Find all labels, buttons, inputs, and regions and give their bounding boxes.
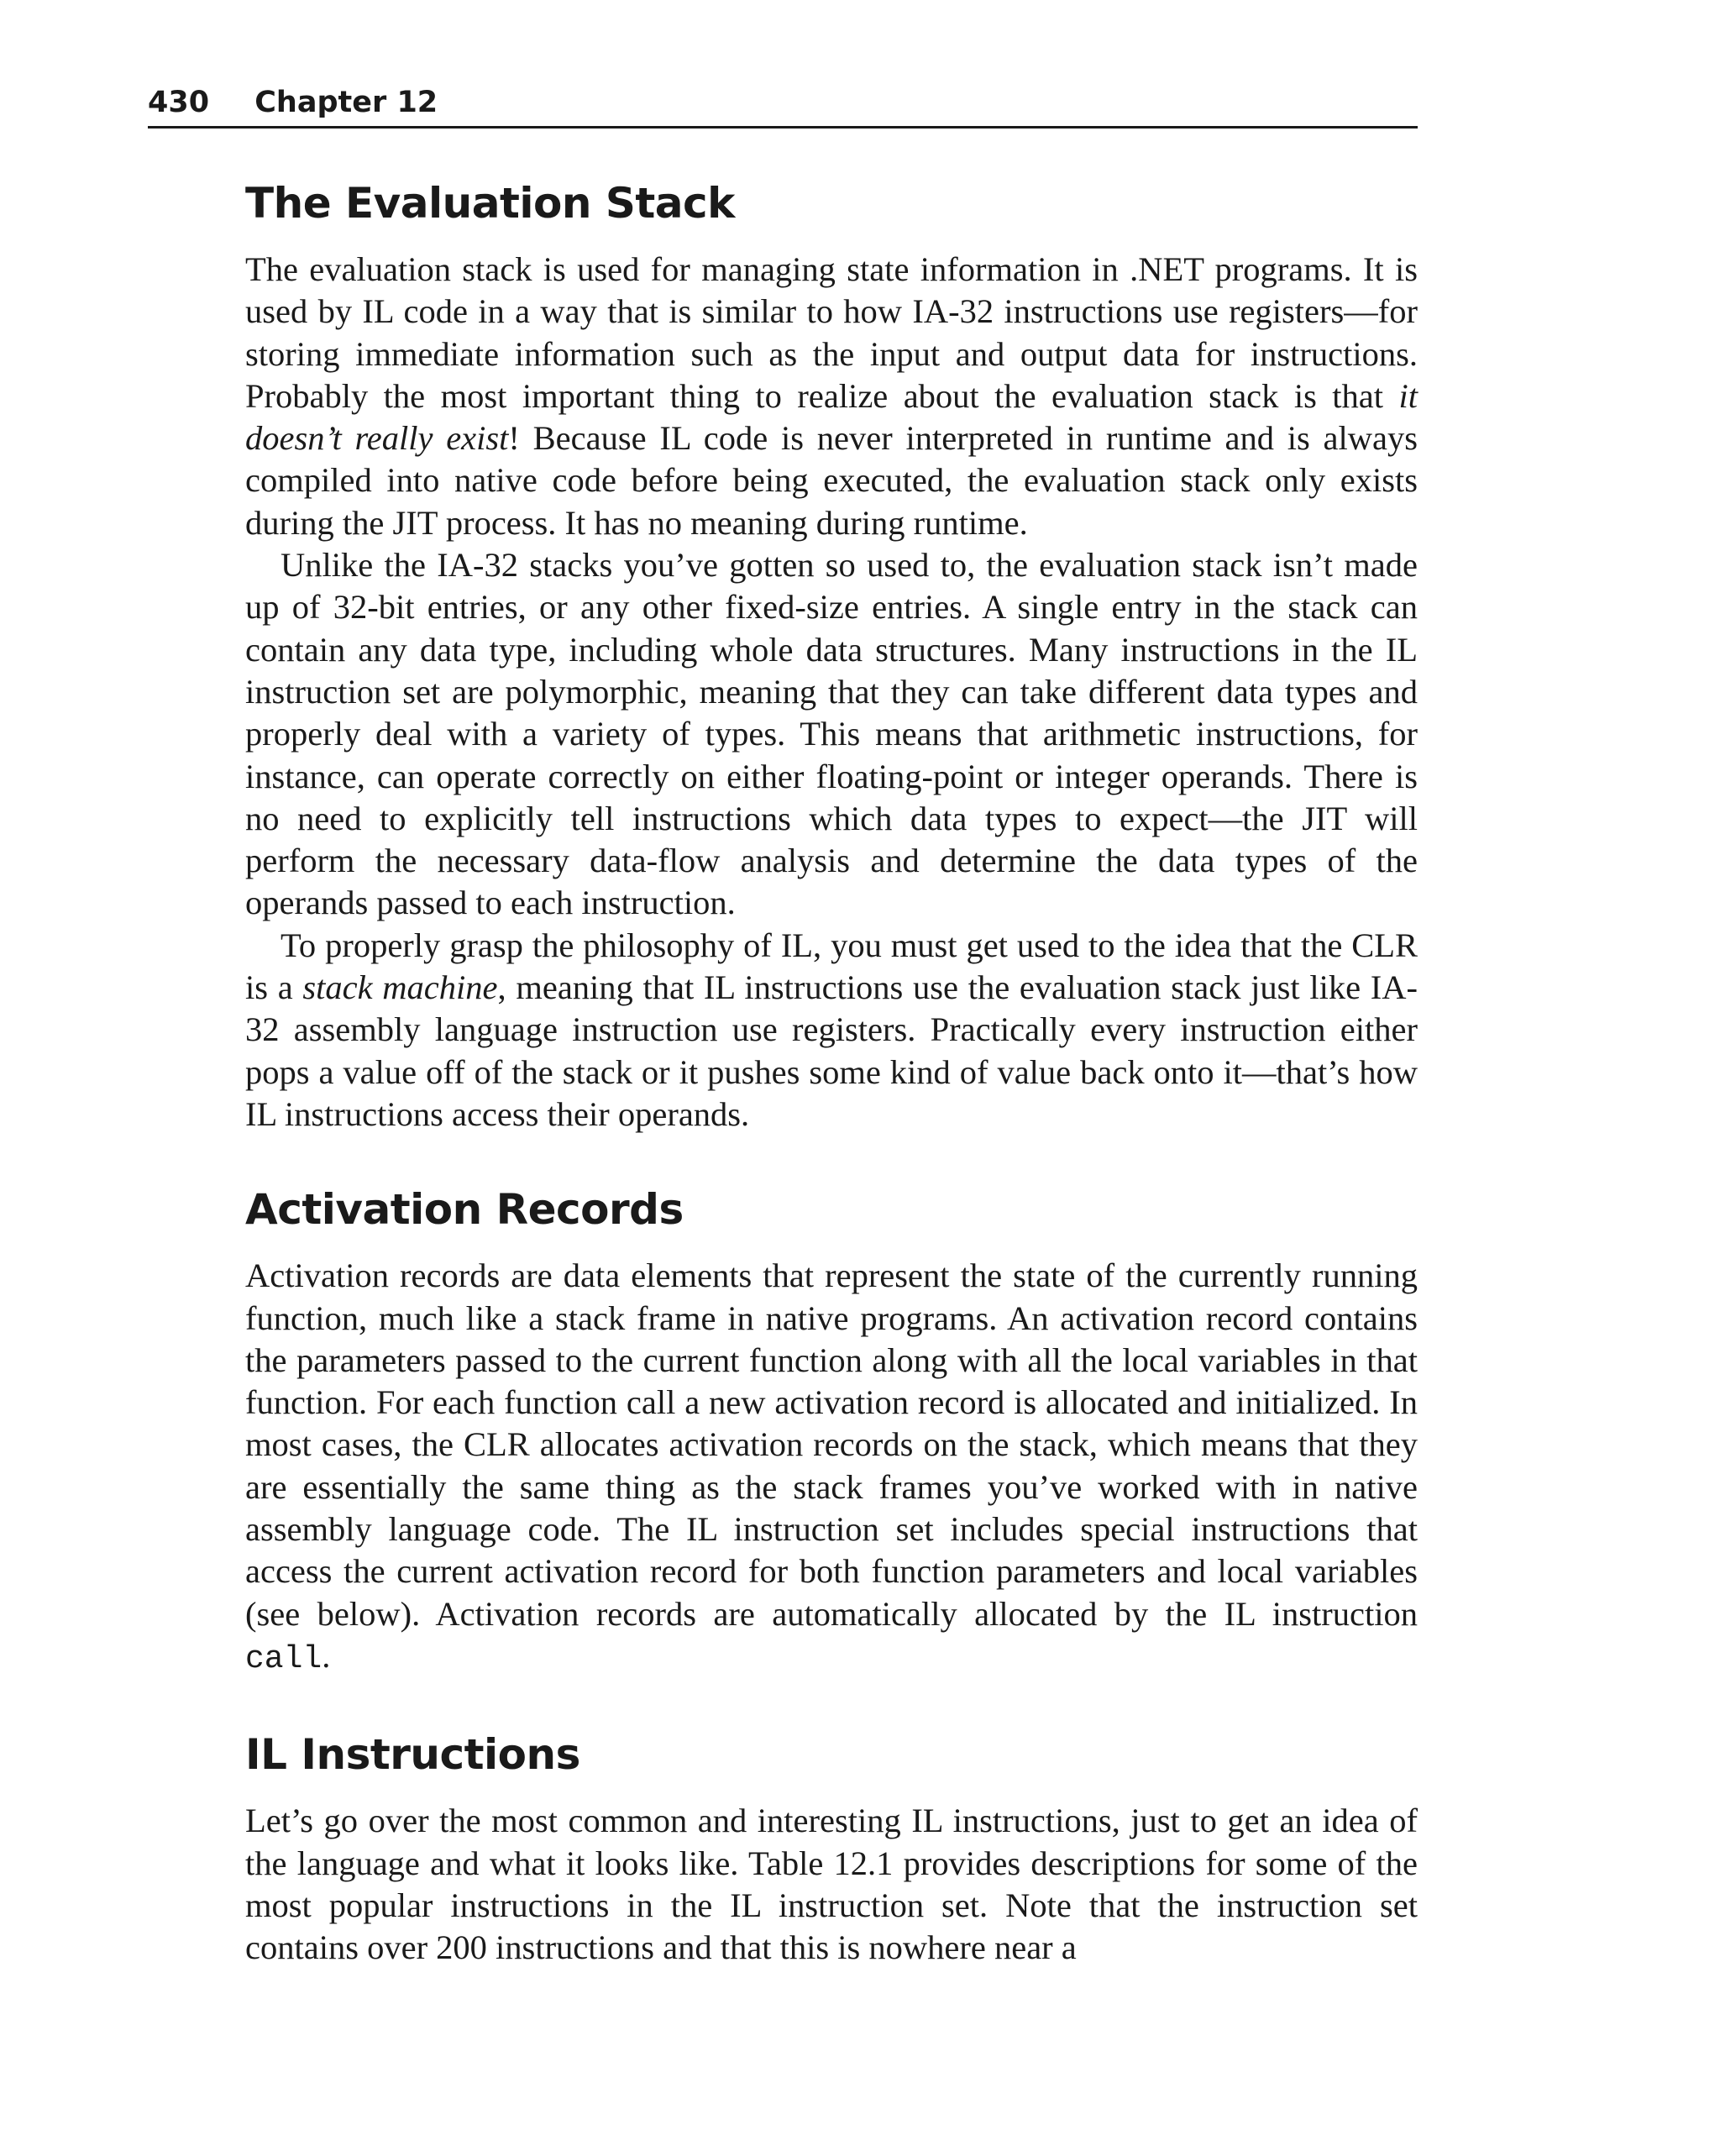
emphasis: it doesn’t really exist — [245, 376, 1418, 458]
page-number: 430 — [148, 86, 210, 119]
paragraph: Let’s go over the most common and interesting IL instructions, just to get an idea of the language and what it looks like. Table 12.1 provides descriptions for some of the most popular instructions in the IL instruction set. Note that the instruction set contains over 200 instructions and that this is nowhere near a — [245, 1802, 1418, 1967]
running-header — [148, 84, 1418, 129]
paragraph: Activation records are data elements that represent the state of the currently running function, much like a stack frame in native programs. An activation record contains the parameters passed to the current function along with all the local variables in that function. For each function call a new activation record is allocated and initialized. In most cases, the CLR allocates activation records on the stack, which means that they are essentially the same thing as the stack frames you’ve worked with in native assembly language code. The IL instruction set includes special instructions that access the current activation record for both function parameters and local variables (see below). Activation records are automatically allocated by the IL instruction call. — [245, 1256, 1418, 1677]
emphasis: stack machine — [302, 968, 498, 1007]
section-heading-activation-records: Activation Records — [245, 1185, 684, 1235]
page-body — [245, 176, 1418, 1969]
paragraph: To properly grasp the philosophy of IL, you must get used to the idea that the CLR is a stack machine, meaning that IL instructions use the evaluation stack just like IA-32 assembly language instruction use registers. Practically every instruction either pops a value off of the stack or it pushes some kind of value back onto it—that’s how IL instructions access their operands. — [245, 926, 1418, 1133]
paragraph: Unlike the IA-32 stacks you’ve gotten so used to, the evaluation stack isn’t made up of 32-bit entries, or any other fixed-size entries. A single entry in the stack can contain any data type, including whole data structures. Many instructions in the IL instruction set are polymorphic, meaning that they can take different data types and properly deal with a variety of types. This means that arithmetic instructions, for instance, can operate correctly on either floating-point or integer operands. There is no need to explicitly tell instructions which data types to expect—the JIT will perform the necessary data-flow analysis and determine the data types of the operands passed to each instruction. — [245, 546, 1418, 922]
section-heading-evaluation-stack: The Evaluation Stack — [245, 179, 735, 228]
inline-code: call — [245, 1640, 322, 1677]
paragraph: The evaluation stack is used for managing state information in .NET programs. It is used by IL code in a way that is similar to how IA-32 instructions use registers—for storing immediate information such as the input and output data for instructions. Probably the most important thing to realize about the evaluation stack is that it doesn’t really exist! Because IL code is never interpreted in runtime and is always compiled into native code before being executed, the evaluation stack only exists during the JIT process. It has no meaning during runtime. — [245, 250, 1418, 542]
section-heading-il-instructions: IL Instructions — [245, 1730, 580, 1780]
chapter-label: Chapter 12 — [254, 86, 438, 119]
